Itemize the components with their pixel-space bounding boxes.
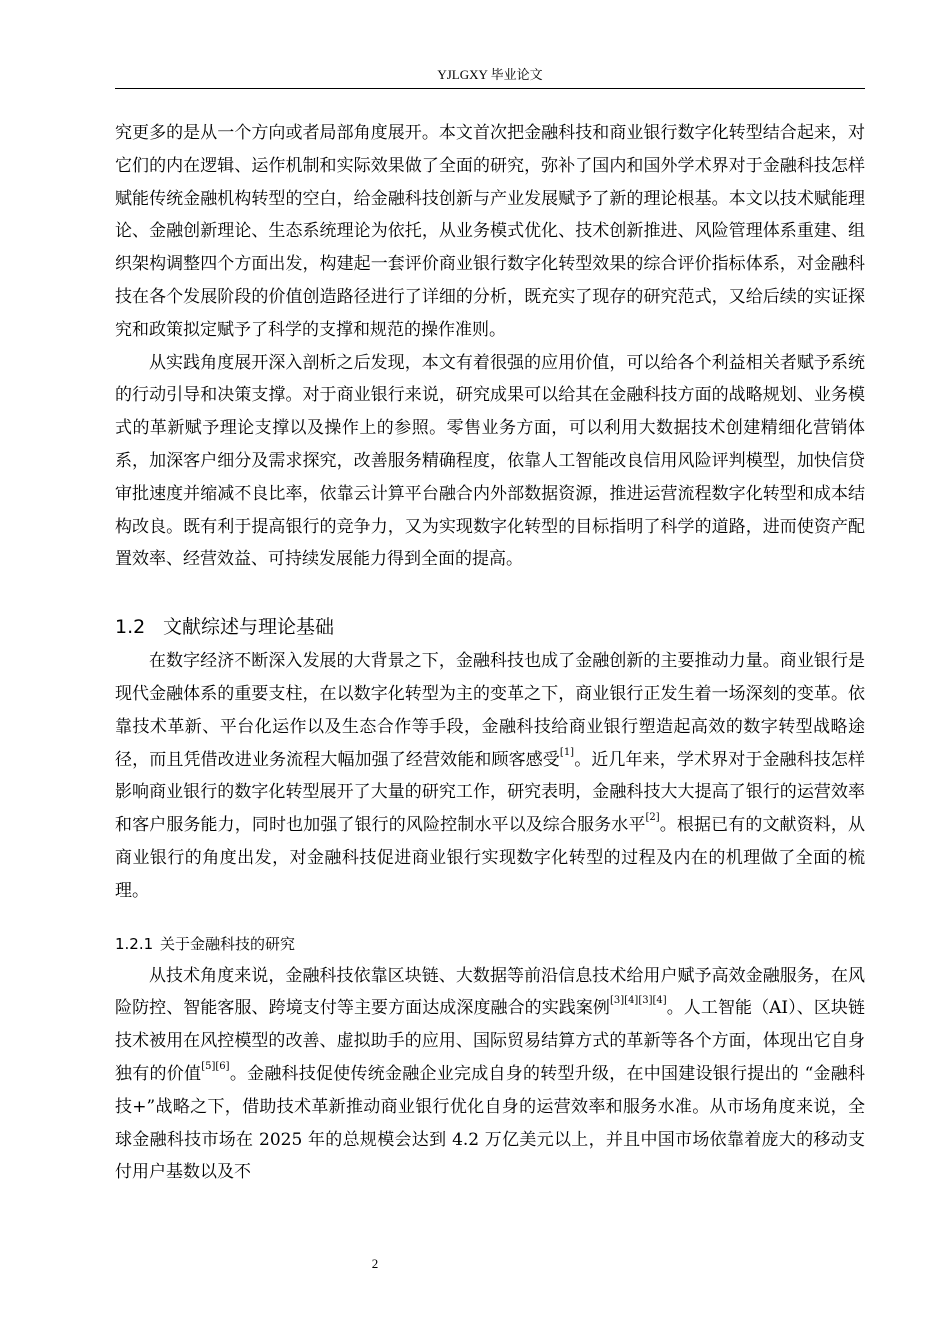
paragraph-practical-value: 从实践角度展开深入剖析之后发现，本文有着很强的应用价值，可以给各个利益相关者赋予系统的行动引导和决策支撑。对于商业银行来说，研究成果可以给其在金融科技方面的战略规划、业务模式的革新赋予理论支撑以及操作上的参照。零售业务方面，可以利用大数据技术创建精细化营销体系，加深客户细分及需求探究，改善服务精确程度，依靠人工智能改良信用风险评判模型，加快信贷审批速度并缩减不良比率，依靠云计算平台融合内外部数据资源，推进运营流程数字化转型和成本结构改良。既有利于提高银行的竞争力，又为实现数字化转型的目标指明了科学的道路，进而使资产配置效率、经营效益、可持续发展能力得到全面的提高。 — [115, 352, 865, 570]
text-run: 。人工智能（AI）、区块链技术被用在风控模型的改善、虚拟助手的应用、国际贸易结算方式的革新等各个方面，体现出它自身独有的价值 — [115, 998, 865, 1084]
citation: [5][6] — [201, 1060, 230, 1072]
subsection-number: 1.2.1 — [115, 934, 154, 953]
section-heading-1-2 — [115, 613, 865, 641]
paragraph-continued: 究更多的是从一个方向或者局部角度展开。本文首次把金融科技和商业银行数字化转型结合起来，对它们的内在逻辑、运作机制和实际效果做了全面的研究，弥补了国内和国外学术界对于金融科技怎样赋能传统金融机构转型的空白，给金融科技创新与产业发展赋予了新的理论根基。本文以技术赋能理论、金融创新理论、生态系统理论为依托，从业务模式优化、技术创新推进、风险管理体系重建、组织架构调整四个方面出发，构建起一套评价商业银行数字化转型效果的综合评价指标体系，对金融科技在各个发展阶段的价值创造路径进行了详细的分析，既充实了现存的研究范式，又给后续的实证探究和政策拟定赋予了科学的支撑和规范的操作准则。 — [115, 123, 865, 340]
paragraph-fintech-research — [115, 960, 865, 1190]
paragraph-literature-intro — [115, 645, 865, 907]
subsection-heading-1-2-1 — [115, 931, 865, 957]
citation: [3][4][3][4] — [610, 995, 667, 1007]
text-run: 。近几年来，学术界对于金融科技怎样影响商业银行的数字化转型展开了大量的研究工作，研究表明，金融科技大大提高了银行的运营效率和客户服务能力，同时也加强了银行的风险控制水平以及综合服务水平 — [115, 749, 866, 836]
citation: [2] — [645, 812, 660, 824]
text-run: 在数字经济不断深入发展的大背景之下，金融科技也成了金融创新的主要推动力量。商业银行是现代金融体系的重要支柱，在以数字化转型为主的变革之下，商业银行正发生着一场深刻的变革。依靠技术革新、平台化运作以及生态合作等手段，金融科技给商业银行塑造起高效的数字转型战略途径，而且凭借改进业务流程大幅加强了经营效能和顾客感受 — [115, 651, 865, 770]
text-run: 从技术角度来说，金融科技依靠区块链、大数据等前沿信息技术给用户赋予高效金融服务，在风险防控、智能客服、跨境支付等主要方面达成深度融合的实践案例 — [115, 965, 865, 1019]
header-rule — [115, 88, 865, 89]
page-number: 2 — [371, 1256, 379, 1271]
subsection-title: 关于金融科技的研究 — [160, 934, 296, 953]
page-body — [115, 117, 865, 1189]
text-run: 。根据已有的文献资料，从商业银行的角度出发，对金融科技促进商业银行实现数字化转型的过程及内在的机理做了全面的梳理。 — [115, 815, 866, 901]
citation: [1] — [559, 746, 575, 758]
running-header: YJLGXY 毕业论文 — [437, 67, 543, 82]
section-number: 1.2 — [115, 616, 146, 639]
text-run: 。金融科技促使传统金融企业完成自身的转型升级，在中国建设银行提出的 “金融科技+”战略之下，借助技术革新推动商业银行优化自身的运营效率和服务水准。从市场角度来说，全球金融科技市场在 2025 年的总规模会达到 4.2 万亿美元以上，并且中国市场依靠着庞大的移动支付用户基数以及不 — [115, 1063, 866, 1183]
section-title: 文献综述与理论基础 — [163, 616, 335, 639]
